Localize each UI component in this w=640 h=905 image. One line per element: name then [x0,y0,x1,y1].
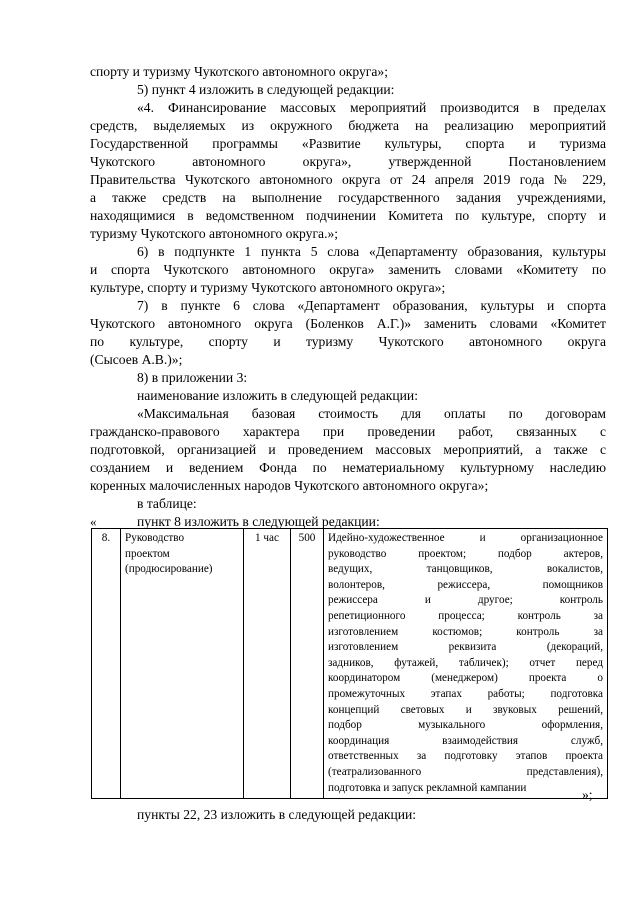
row-price: 500 [291,529,324,799]
description-line: координатором (менеджером) проекта о [328,672,603,685]
description-line: изготовлением костюмов; контроль за [328,625,603,638]
paragraph-line: средств, выделяемых из окружного бюджета на реализацию мероприятий [90,118,606,133]
paragraph-line: Чукотского автономного округа (Боленков А.Г.)» заменить словами «Комитет [90,316,606,331]
row-unit: 1 час [244,529,291,799]
description-line: ответственных за подготовку этапов проекта [328,750,603,763]
description-line: волонтеров, режиссера, помощников [328,578,603,591]
paragraph-line: гражданско-правового характера при проведении работ, связанных с [90,424,606,439]
paragraph-line: 5) пункт 4 изложить в следующей редакции: [137,82,395,97]
opening-quote: « [90,514,97,529]
paragraph-line: 8) в приложении 3: [137,370,248,385]
paragraph-line: Государственной программы «Развитие культуры, спорта и туризма [90,136,606,151]
description-line: концепций световых и звуковых решений, [328,703,603,716]
paragraph-line: пункт 8 изложить в следующей редакции: [137,514,380,529]
description-line: задников, футажей, табличек); отчет перед [328,656,603,669]
paragraph-line: «Максимальная базовая стоимость для оплаты по договорам [137,406,606,421]
paragraph-line: созданием и ведением Фонда по нематериальному культурному наследию [90,460,606,475]
paragraph-line: (Сысоев А.В.)»; [90,352,183,367]
description-line: ведущих, танцовщиков, вокалистов, [328,563,603,576]
row-name-cell [121,529,244,799]
row-number: 8. [92,529,121,799]
paragraph-line: туризму Чукотского автономного округа.»; [90,226,339,241]
description-line: подготовка и запуск рекламной кампании [328,781,527,794]
cost-table [91,528,608,799]
paragraph-line: 6) в подпункте 1 пункта 5 слова «Департаменту образования, культуры [137,244,606,259]
paragraph-line: культуре, спорту и туризму Чукотского автономного округа»; [90,280,446,295]
paragraph-line: по культуре, спорту и туризму Чукотского автономного округа [90,334,606,349]
description-line: Идейно-художественное и организационное [328,532,603,544]
row-name-line: (продюсирование) [125,563,213,576]
paragraph-line: Правительства Чукотского автономного округа от 24 апреля 2019 года № 229, [90,172,606,187]
paragraph-line: Чукотского автономного округа», утвержденной Постановлением [90,154,606,169]
row-name-line: проектом [125,547,170,560]
paragraph-line: спорту и туризму Чукотского автономного округа»; [90,64,388,79]
description-line: руководство проектом; подбор актеров, [328,547,603,560]
paragraph-line: «4. Финансирование массовых мероприятий производится в пределах [137,100,606,115]
table-row [92,529,608,799]
description-line: репетиционного процесса; контроль за [328,609,603,622]
description-line: режиссера и другое; контроль [328,594,603,607]
paragraph-line: коренных малочисленных народов Чукотского автономного округа»; [90,478,489,493]
paragraph-line: 7) в пункте 6 слова «Департамент образования, культуры и спорта [137,298,606,313]
description-line: промежуточных этапах работы; подготовка [328,687,603,700]
description-line: изготовлением реквизита (декораций, [328,641,603,654]
row-name-line: Руководство [125,532,185,544]
paragraph-line: находящимися в ведомственном подчинении Комитета по культуре, спорту и [90,208,606,223]
paragraph-line: в таблице: [137,496,197,511]
paragraph-line: и спорта Чукотского автономного округа» заменить словами «Комитету по [90,262,606,277]
paragraph-line: наименование изложить в следующей редакции: [137,388,418,403]
closing-quote: »; [582,787,593,802]
paragraph-line: пункты 22, 23 изложить в следующей редакции: [137,807,417,822]
description-line: подбор музыкального оформления, [328,719,603,732]
paragraph-line: а также средств на выполнение государственного задания учреждениями, [90,190,606,205]
row-description-cell [324,529,608,799]
paragraph-line: подготовкой, организацией и проведением массовых мероприятий, а также с [90,442,606,457]
description-line: координация взаимодействия служб, [328,734,603,747]
description-line: (театрализованного представления), [328,765,603,778]
